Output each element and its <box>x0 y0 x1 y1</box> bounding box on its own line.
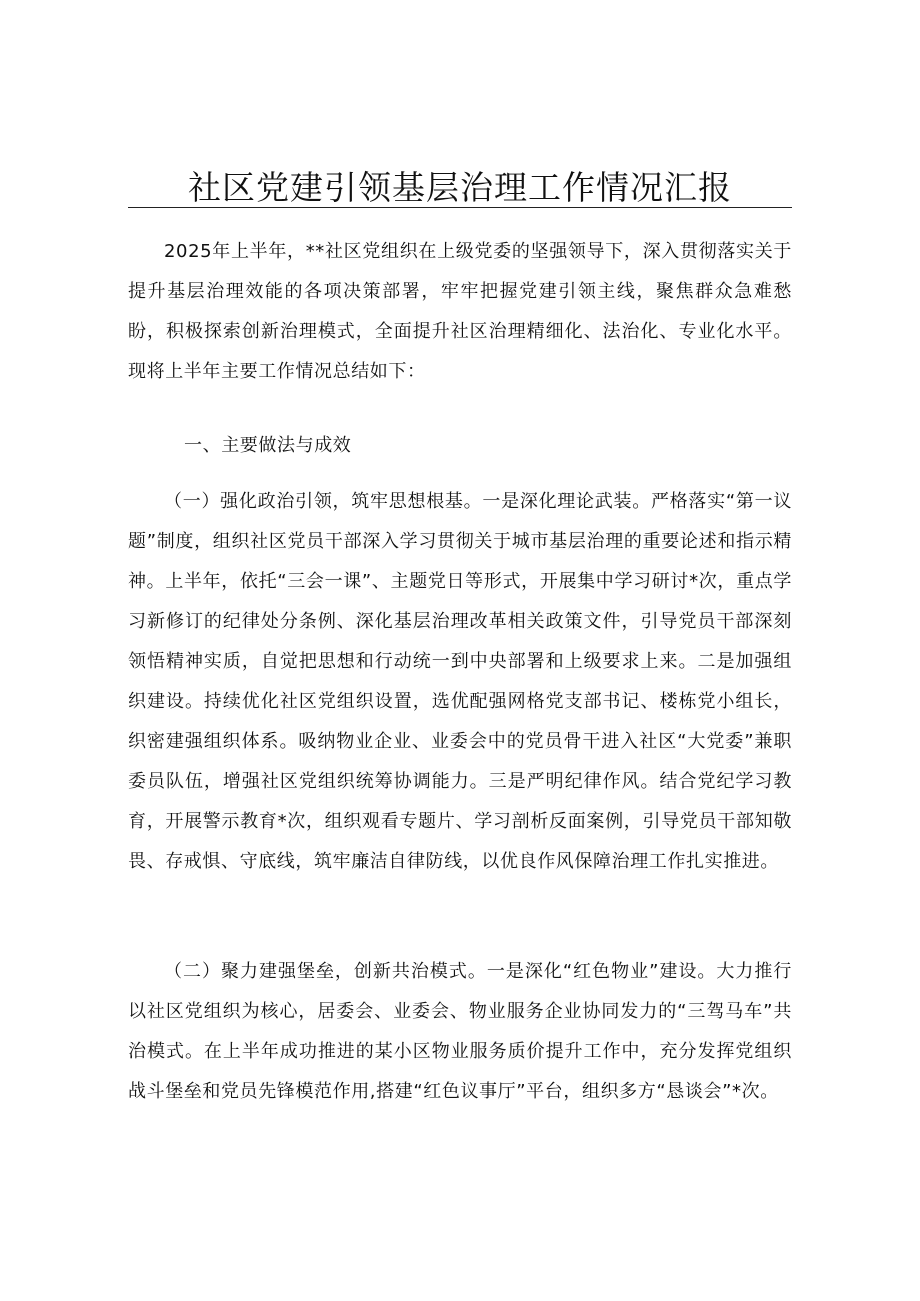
intro-paragraph: 2025年上半年，**社区党组织在上级党委的坚强领导下，深入贯彻落实关于提升基层治理效能的各项决策部署，牢牢把握党建引领主线，聚焦群众急难愁盼，积极探索创新治理模式，全面提升社区治理精细化、法治化、专业化水平。现将上半年主要工作情况总结如下： <box>128 241 792 382</box>
title-underline <box>128 207 792 208</box>
document-title: 社区党建引领基层治理工作情况汇报 <box>188 168 732 207</box>
section-heading: 一、主要做法与成效 <box>184 435 352 456</box>
body-paragraph-co-governance: （二）聚力建强堡垒，创新共治模式。一是深化“红色物业”建设。大力推行以社区党组织为核心，居委会、业委会、物业服务企业协同发力的“三驾马车”共治模式。在上半年成功推进的某小区物业服务质价提升工作中，充分发挥党组织战斗堡垒和党员先锋模范作用,搭建“红色议事厅”平台，组织多方“恳谈会”*次。 <box>128 961 792 1102</box>
body-paragraph-political-guidance: （一）强化政治引领，筑牢思想根基。一是深化理论武装。严格落实“第一议题”制度，组织社区党员干部深入学习贯彻关于城市基层治理的重要论述和指示精神。上半年，依托“三会一课”、主题党日等形式，开展集中学习研讨*次，重点学习新修订的纪律处分条例、深化基层治理改革相关政策文件，引导党员干部深刻领悟精神实质，自觉把思想和行动统一到中央部署和上级要求上来。二是加强组织建设。持续优化社区党组织设置，选优配强网格党支部书记、楼栋党小组长，织密建强组织体系。吸纳物业企业、业委会中的党员骨干进入社区“大党委”兼职委员队伍，增强社区党组织统筹协调能力。三是严明纪律作风。结合党纪学习教育，开展警示教育*次，组织观看专题片、学习剖析反面案例，引导党员干部知敬畏、存戒惧、守底线，筑牢廉洁自律防线，以优良作风保障治理工作扎实推进。 <box>128 491 792 872</box>
